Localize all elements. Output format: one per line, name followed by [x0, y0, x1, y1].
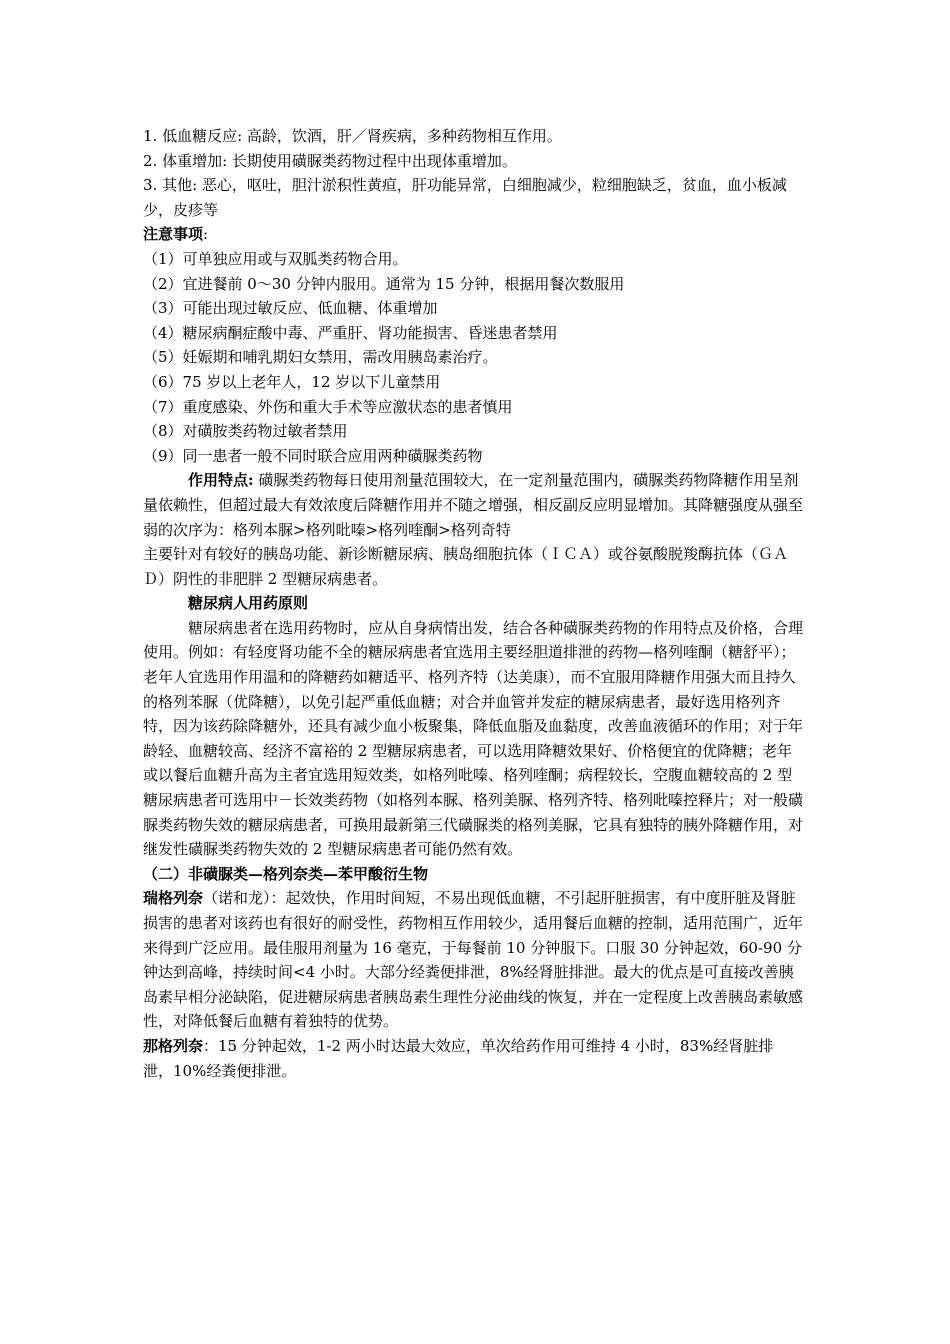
precautions-title: 注意事项	[143, 225, 204, 244]
features-text: 磺脲类药物每日使用剂量范围较大，在一定剂量范围内，磺脲类药物降糖作用呈剂量依赖性，但超过最大有效浓度后降糖作用并不随之增强，相反副反应明显增加。其降糖强度从强至弱的次序为：格列本脲>格列吡嗪>格列喹酮>格列奇特	[143, 471, 804, 539]
section2-heading: （二）非磺脲类—格列奈类—苯甲酸衍生物	[143, 864, 429, 883]
features-paragraph	[143, 468, 803, 542]
side-effect-item: 2. 体重增加: 长期使用磺脲类药物过程中出现体重增加。	[143, 151, 517, 170]
precaution-item: （3）可能出现过敏反应、低血糖、体重增加	[143, 299, 438, 318]
side-effect-item: 1. 低血糖反应: 高龄，饮酒，肝／肾疾病，多种药物相互作用。	[143, 127, 562, 145]
repaglinide-label: 瑞格列奈	[143, 889, 204, 908]
precaution-item: （9）同一患者一般不同时联合应用两种磺脲类药物	[143, 446, 483, 465]
precaution-item: （5）妊娠期和哺乳期妇女禁用，需改用胰岛素治疗。	[143, 348, 498, 367]
precaution-item: （1）可单独应用或与双胍类药物合用。	[143, 249, 408, 268]
side-effect-item: 3. 其他: 恶心，呕吐，胆汁淤积性黄疸，肝功能异常，白细胞减少，粒细胞缺乏，贫血，血小板减少，皮疹等	[143, 176, 787, 219]
document-body	[143, 124, 803, 1083]
precautions-colon: :	[203, 225, 209, 244]
precaution-item: （6）75 岁以上老年人，12 岁以下儿童禁用	[143, 372, 441, 391]
nateglinide-label: 那格列奈	[143, 1036, 204, 1055]
target-patients-paragraph: 主要针对有较好的胰岛功能、新诊断糖尿病、胰岛细胞抗体（ＩＣＡ）或谷氨酸脱羧酶抗体（ＧＡＤ）阴性的非肥胖 2 型糖尿病患者。	[143, 545, 789, 588]
precautions-heading	[143, 222, 803, 247]
nateglinide-paragraph	[143, 1034, 803, 1083]
features-label: 作用特点:	[188, 471, 254, 490]
precaution-item: （8）对磺胺类药物过敏者禁用	[143, 422, 348, 441]
precaution-item: （4）糖尿病酮症酸中毒、严重肝、肾功能损害、昏迷患者禁用	[143, 323, 558, 342]
nateglinide-text: ：15 分钟起效，1-2 两小时达最大效应，单次给药作用可维持 4 小时，83%经肾脏排泄，10%经粪便排泄。	[143, 1036, 774, 1080]
principles-title: 糖尿病人用药原则	[188, 594, 309, 613]
repaglinide-paragraph	[143, 886, 803, 1034]
repaglinide-text: （诺和龙）：起效快，作用时间短，不易出现低血糖，不引起肝脏损害，有中度肝脏及肾脏损害的患者对该药也有很好的耐受性，药物相互作用较少，适用餐后血糖的控制，适用范围广，近年来得到广泛应用。最佳服用剂量为 16 毫克，于每餐前 10 分钟服下。口服 30 分钟起效，60-90 分钟达到高峰，持续时间<4 小时。大部分经粪便排泄，8%经肾脏排泄。最大的优点是可直接改善胰岛素早相分泌缺陷，促进糖尿病患者胰岛素生理性分泌曲线的恢复，并在一定程度上改善胰岛素敏感性，对降低餐后血糖有着独特的优势。	[143, 889, 804, 1031]
principles-paragraph: 糖尿病患者在选用药物时，应从自身病情出发，结合各种磺脲类药物的作用特点及价格，合理使用。例如：有轻度肾功能不全的糖尿病患者宜选用主要经胆道排泄的药物—格列喹酮（糖舒平）；老年人宜选用作用温和的降糖药如糖适平、格列齐特（达美康），而不宜服用降糖作用强大而且持久的格列苯脲（优降糖），以免引起严重低血糖；对合并血管并发症的糖尿病患者，最好选用格列齐特，因为该药除降糖外，还具有减少血小板聚集，降低血脂及血黏度，改善血液循环的作用；对于年龄轻、血糖较高、经济不富裕的 2 型糖尿病患者，可以选用降糖效果好、价格便宜的优降糖；老年或以餐后血糖升高为主者宜选用短效类，如格列吡嗪、格列喹酮；病程较长，空腹血糖较高的 2 型糖尿病患者可选用中－长效类药物（如格列本脲、格列美脲、格列齐特、格列吡嗪控释片；对一般磺脲类药物失效的糖尿病患者，可换用最新第三代磺脲类的格列美脲，它具有独特的胰外降糖作用，对继发性磺脲类药物失效的 2 型糖尿病患者可能仍然有效。	[143, 618, 804, 859]
precaution-item: （2）宜进餐前 0～30 分钟内服用。通常为 15 分钟，根据用餐次数服用	[143, 274, 625, 293]
precaution-item: （7）重度感染、外伤和重大手术等应激状态的患者慎用	[143, 397, 513, 416]
